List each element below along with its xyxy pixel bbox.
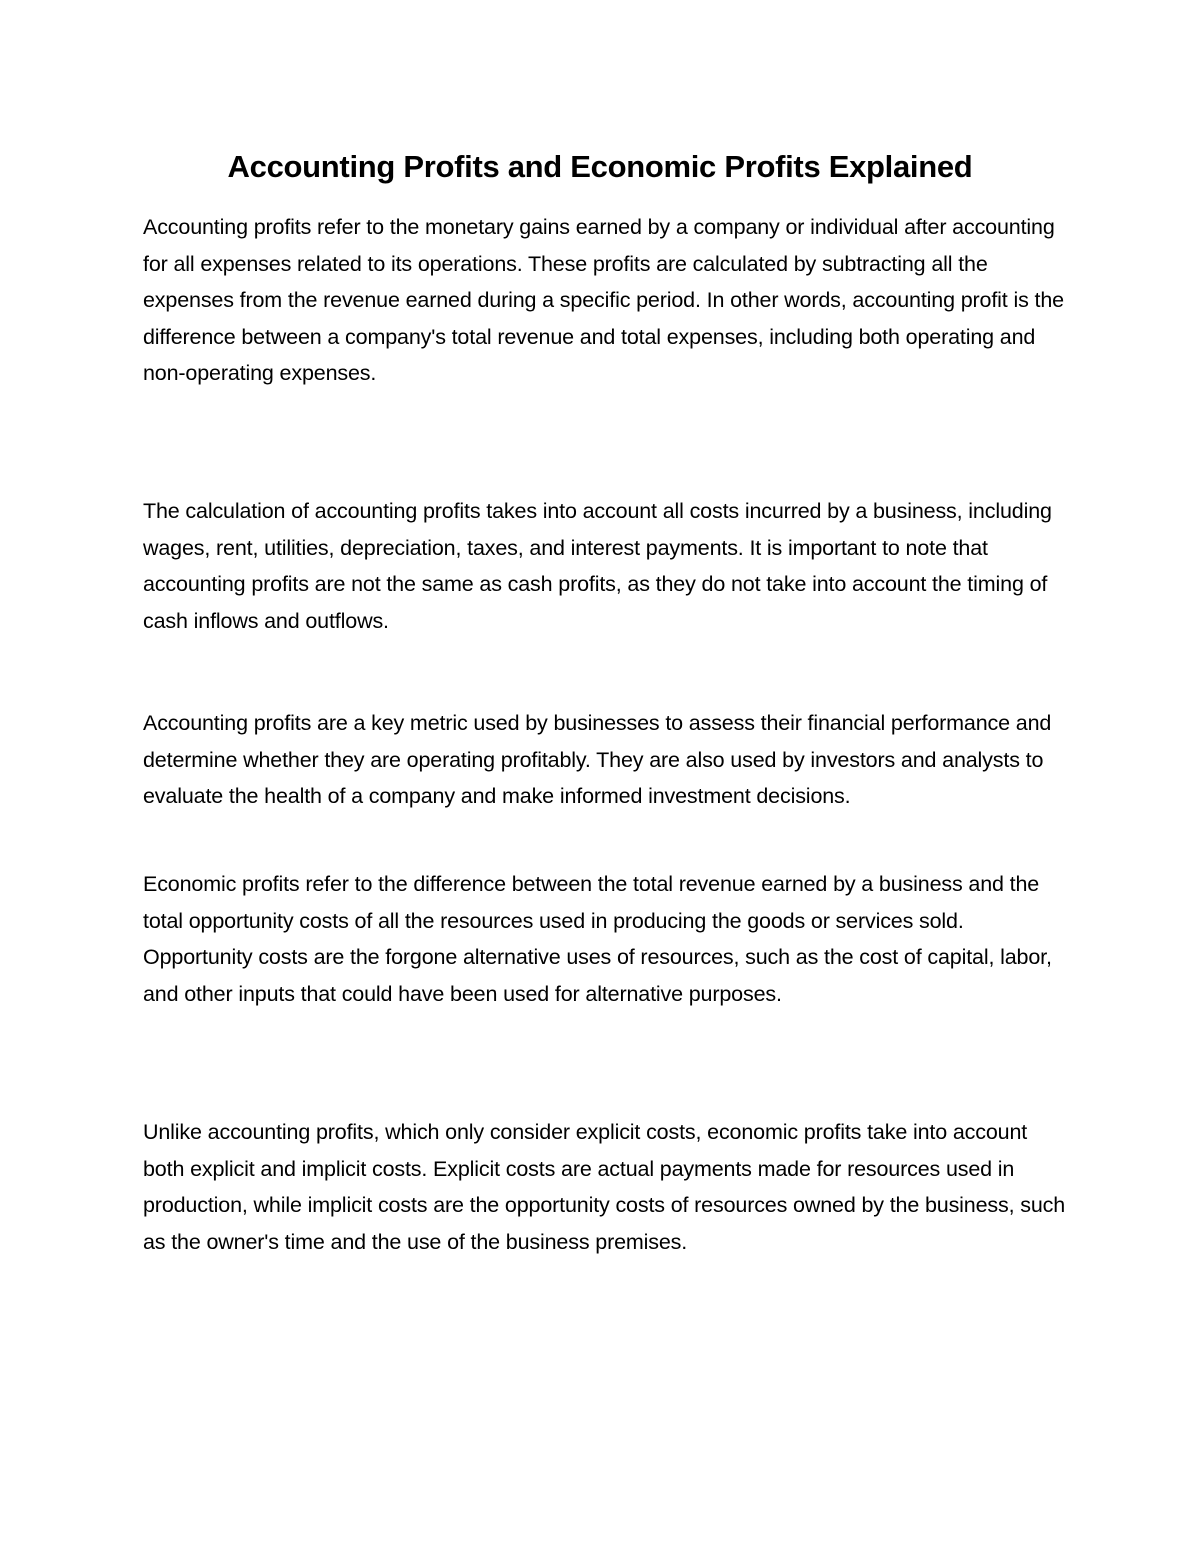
paragraph-accounting-profits-definition: Accounting profits refer to the monetary gains earned by a company or individual after accounting for all expenses related to its operations. These profits are calculated by subtracting all the expenses from the revenue earned during a specific period. In other words, accounting profit is the difference between a company's total revenue and total expenses, including both operating and non-operating expenses. — [143, 215, 1064, 386]
paragraph-accounting-profits-calculation: The calculation of accounting profits takes into account all costs incurred by a business, including wages, rent, utilities, depreciation, taxes, and interest payments. It is important to note that accounting profits are not the same as cash profits, as they do not take into account the timing of cash inflows and outflows. — [143, 499, 1052, 633]
paragraph-economic-profits-definition: Economic profits refer to the difference between the total revenue earned by a business and the total opportunity costs of all the resources used in producing the goods or services sold. Opportunity costs are the forgone alternative uses of resources, such as the cost of capital, labor, and other inputs that could have been used for alternative purposes. — [143, 872, 1052, 1006]
paragraph-explicit-implicit-costs: Unlike accounting profits, which only consider explicit costs, economic profits take into account both explicit and implicit costs. Explicit costs are actual payments made for resources used in production, while implicit costs are the opportunity costs of resources owned by the business, such as the owner's time and the use of the business premises. — [143, 1120, 1066, 1254]
document-title: Accounting Profits and Economic Profits Explained — [227, 149, 973, 184]
paragraph-accounting-profits-metric: Accounting profits are a key metric used by businesses to assess their financial performance and determine whether they are operating profitably. They are also used by investors and analysts to evaluate the health of a company and make informed investment decisions. — [143, 711, 1052, 809]
